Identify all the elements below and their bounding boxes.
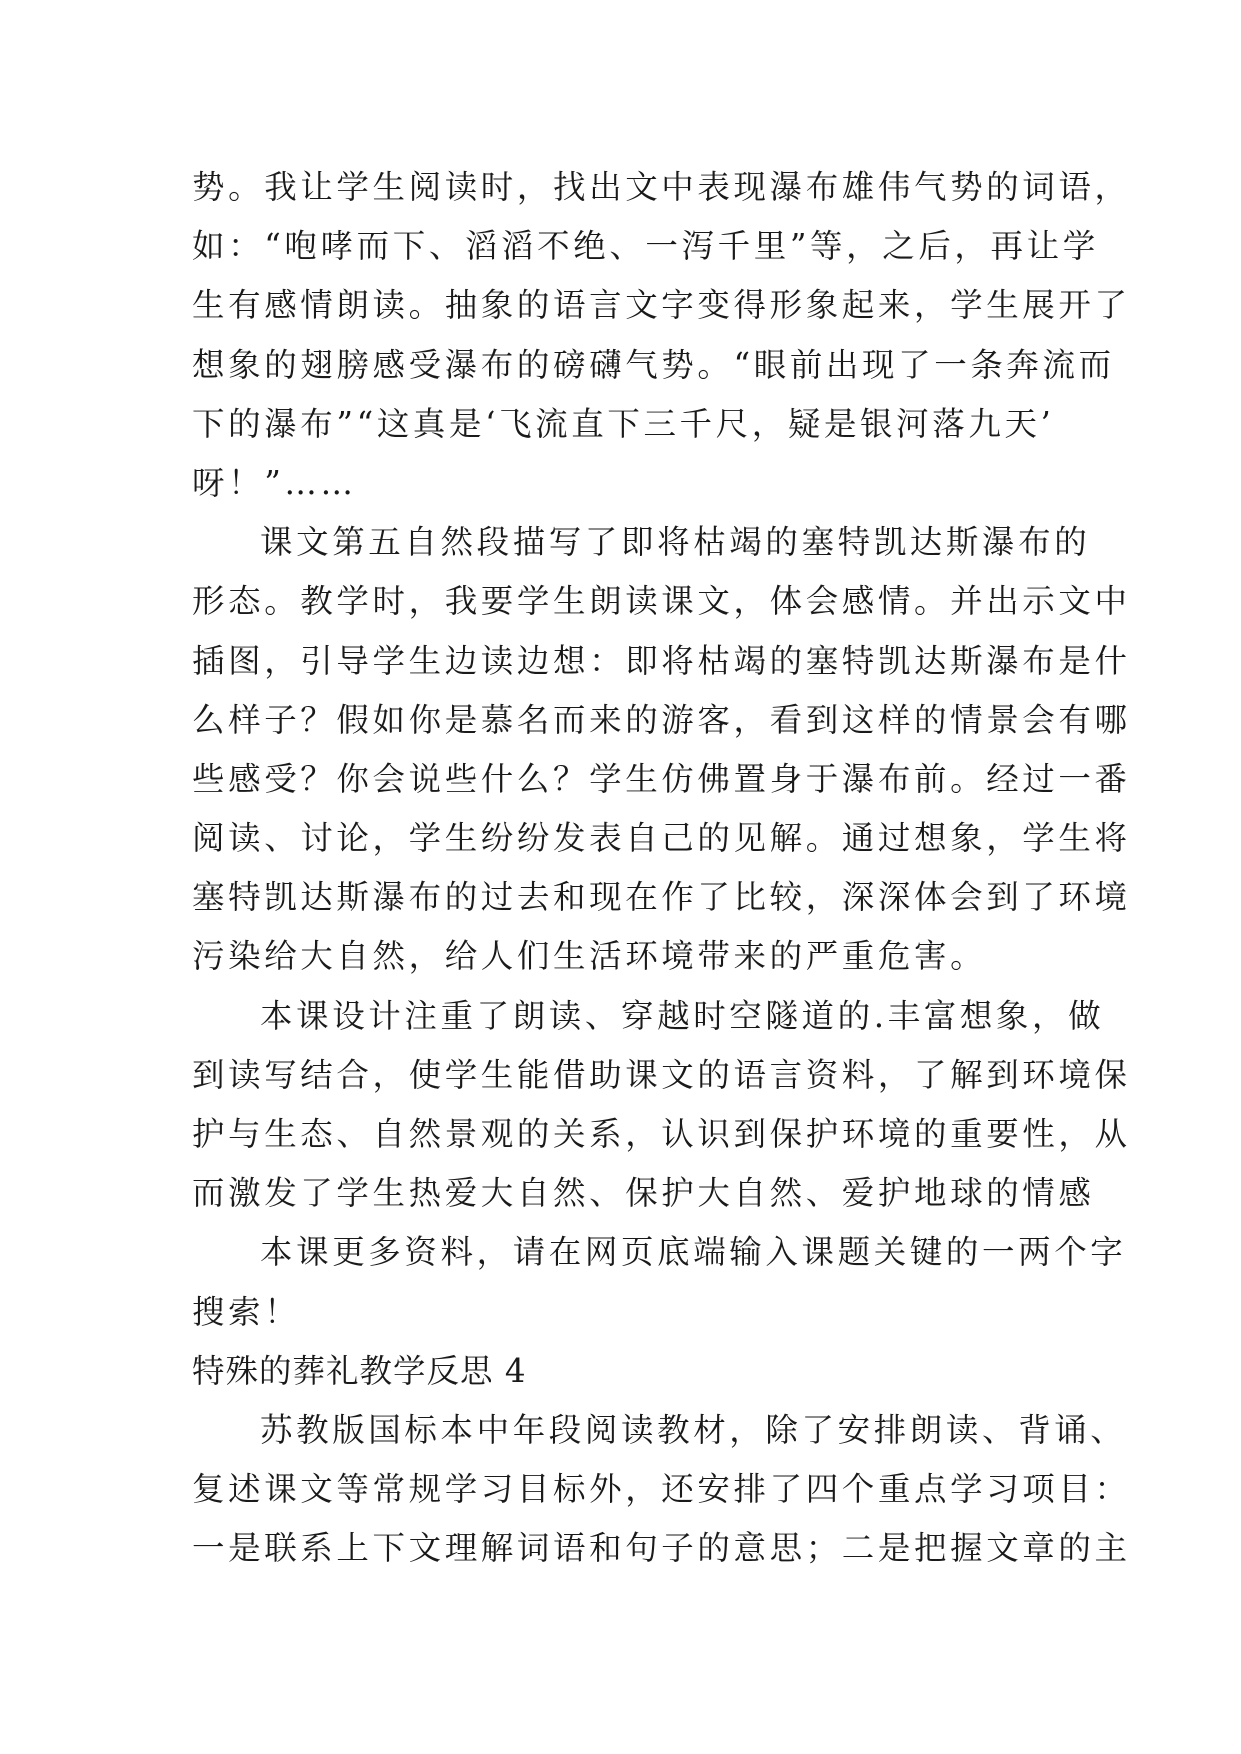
text-line: 而激发了学生热爱大自然、保护大自然、爱护地球的情感	[192, 1174, 1095, 1213]
text-line: 呀！”……	[192, 463, 357, 502]
paragraph-first-line: 课文第五自然段描写了即将枯竭的塞特凯达斯瀑布的	[260, 523, 1091, 562]
text-line: 么样子？假如你是慕名而来的游客，看到这样的情景会有哪	[192, 700, 1131, 739]
text-line: 一是联系上下文理解词语和句子的意思；二是把握文章的主	[192, 1529, 1131, 1568]
text-line: 搜索！	[192, 1292, 301, 1331]
text-line: 生有感情朗读。抽象的语言文字变得形象起来，学生展开了	[192, 286, 1131, 325]
paragraph-first-line: 本课设计注重了朗读、穿越时空隧道的.丰富想象，做	[260, 996, 1105, 1035]
text-line: 污染给大自然，给人们生活环境带来的严重危害。	[192, 937, 987, 976]
text-line: 护与生态、自然景观的关系，认识到保护环境的重要性，从	[192, 1115, 1131, 1153]
text-line: 些感受？你会说些什么？学生仿佛置身于瀑布前。经过一番	[192, 759, 1131, 798]
text-line: 势。我让学生阅读时，找出文中表现瀑布雄伟气势的词语，	[192, 168, 1131, 206]
text-line: 复述课文等常规学习目标外，还安排了四个重点学习项目：	[192, 1470, 1131, 1509]
paragraph-first-line: 苏教版国标本中年段阅读教材，除了安排朗读、背诵、	[260, 1410, 1127, 1449]
text-line: 形态。教学时，我要学生朗读课文，体会感情。并出示文中	[192, 582, 1131, 621]
document-body	[192, 158, 1131, 1579]
text-line: 下的瀑布”“这真是‘飞流直下三千尺，疑是银河落九天’	[192, 404, 1055, 443]
text-line: 插图，引导学生边读边想：即将枯竭的塞特凯达斯瀑布是什	[192, 641, 1131, 680]
text-line: 到读写结合，使学生能借助课文的语言资料，了解到环境保	[192, 1055, 1131, 1094]
text-line: 塞特凯达斯瀑布的过去和现在作了比较，深深体会到了环境	[192, 878, 1131, 917]
section-heading: 特殊的葬礼教学反思 4	[192, 1351, 527, 1390]
text-line: 如：“咆哮而下、滔滔不绝、一泻千里”等，之后，再让学	[192, 227, 1099, 266]
paragraph-first-line: 本课更多资料，请在网页底端输入课题关键的一两个字	[260, 1233, 1127, 1272]
text-line: 阅读、讨论，学生纷纷发表自己的见解。通过想象，学生将	[192, 819, 1131, 858]
text-line: 想象的翅膀感受瀑布的磅礴气势。“眼前出现了一条奔流而	[192, 345, 1115, 384]
